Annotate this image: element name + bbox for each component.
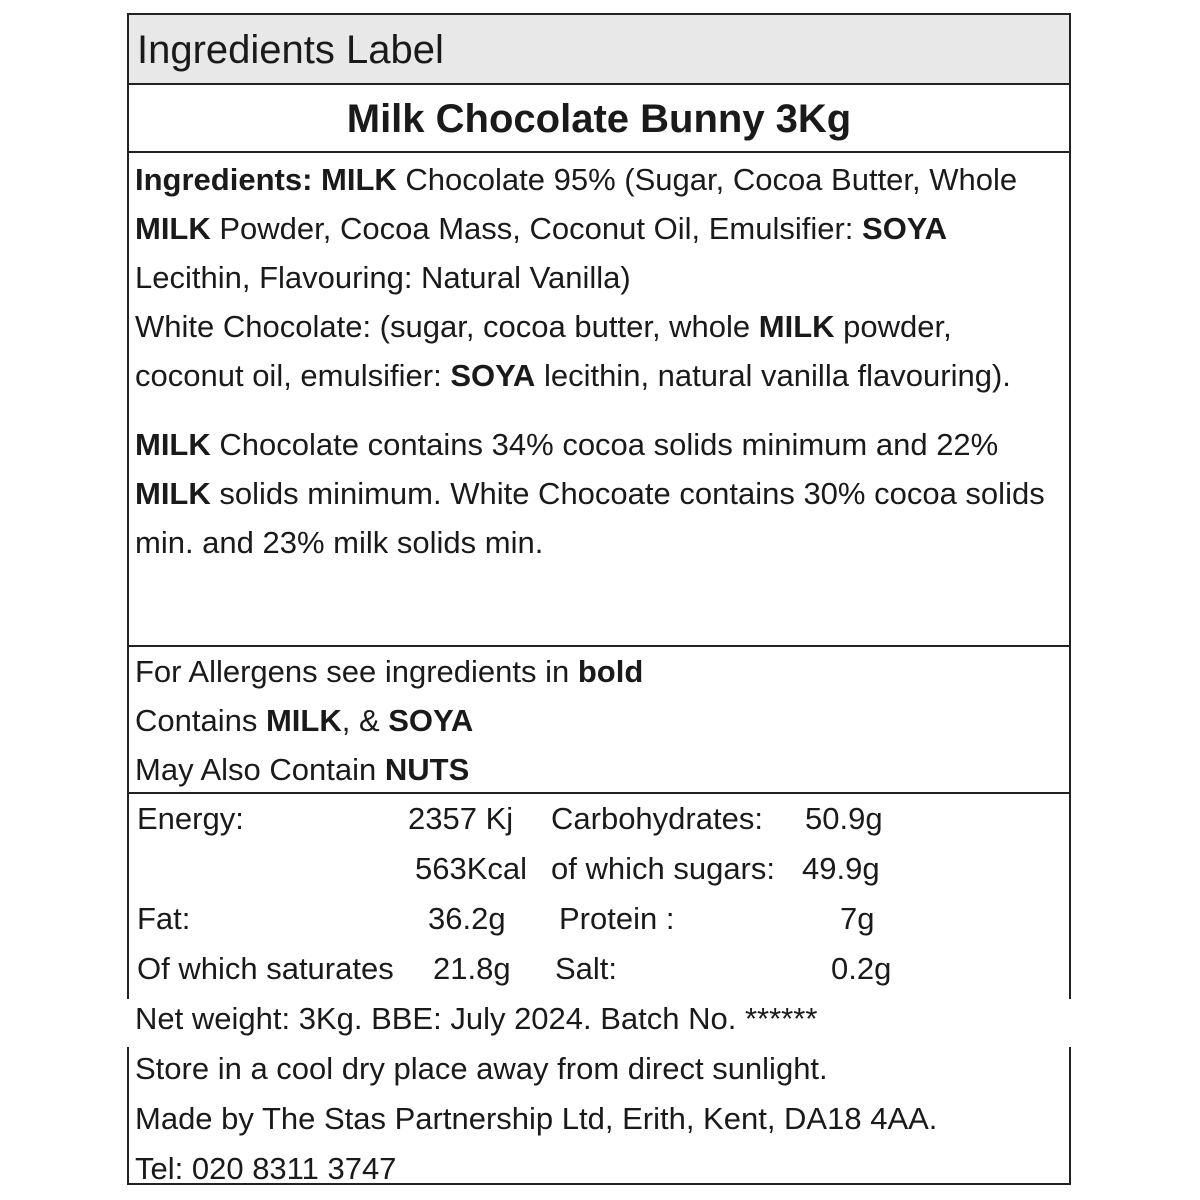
carbohydrates-label: Carbohydrates: xyxy=(551,801,763,836)
text-segment: , & xyxy=(341,703,389,738)
bold-text-segment: bold xyxy=(577,654,644,689)
nutrition-row-energy xyxy=(135,794,1063,844)
allergens-line-bold-note xyxy=(135,647,1063,696)
text-segment: lecithin, natural vanilla flavouring). xyxy=(535,358,1011,393)
text-segment: Chocolate 95% (Sugar, Cocoa Butter, Whole xyxy=(396,162,1018,197)
sugars-label: of which sugars: xyxy=(551,851,775,886)
salt-label: Salt: xyxy=(555,951,618,986)
allergens-line-contains xyxy=(135,696,1063,745)
bold-text-segment: MILK xyxy=(135,427,211,462)
text-segment: For Allergens see ingredients in xyxy=(135,654,578,689)
storage-line: Store in a cool dry place away from direct sunlight. xyxy=(135,1051,828,1086)
text-segment: May Also Contain xyxy=(135,752,385,787)
fat-label: Fat: xyxy=(137,901,191,936)
nutrition-row-saturates xyxy=(135,944,1063,994)
ingredients-paragraph-white-chocolate xyxy=(135,302,1063,400)
product-title-text: Milk Chocolate Bunny 3Kg xyxy=(346,97,852,141)
bold-text-segment: MILK xyxy=(135,211,211,246)
protein-value: 7g xyxy=(840,901,875,936)
ingredients-label-card xyxy=(127,13,1071,1185)
text-segment: Contains xyxy=(135,703,266,738)
text-segment: Lecithin, Flavouring: Natural Vanilla) xyxy=(135,260,631,295)
salt-value: 0.2g xyxy=(831,951,892,986)
product-title xyxy=(129,85,1069,153)
bold-text-segment: Ingredients: xyxy=(135,162,322,197)
bold-text-segment: SOYA xyxy=(450,358,536,393)
label-header xyxy=(129,15,1069,85)
bold-text-segment: MILK xyxy=(135,476,211,511)
energy-kj-value: 2357 Kj xyxy=(408,801,514,836)
bold-text-segment: NUTS xyxy=(384,752,470,787)
energy-kcal-value: 563Kcal xyxy=(415,851,528,886)
telephone-line: Tel: 020 8311 3747 xyxy=(135,1151,397,1186)
text-segment: Chocolate contains 34% cocoa solids minimum and 22% xyxy=(210,427,999,462)
saturates-value: 21.8g xyxy=(433,951,511,986)
bold-text-segment: MILK xyxy=(321,162,397,197)
sugars-value: 49.9g xyxy=(802,851,880,886)
nutrition-section xyxy=(129,794,1069,994)
bold-text-segment: MILK xyxy=(758,309,835,344)
protein-label: Protein : xyxy=(559,901,675,936)
allergens-line-may-contain xyxy=(135,745,1063,794)
text-segment: solids minimum. White Chocoate contains 30% cocoa solids min. and 23% milk solids min. xyxy=(135,476,1045,560)
ingredients-paragraph-solids xyxy=(135,420,1063,567)
nutrition-row-kcal xyxy=(135,844,1063,894)
bold-text-segment: SOYA xyxy=(388,703,474,738)
fat-value: 36.2g xyxy=(428,901,506,936)
text-segment: Powder, Cocoa Mass, Coconut Oil, Emulsifier: xyxy=(210,211,863,246)
saturates-label: Of which saturates xyxy=(137,951,394,986)
text-segment: powder, coconut oil, emulsifier: xyxy=(135,309,952,393)
allergens-section xyxy=(129,647,1069,794)
label-header-text: Ingredients Label xyxy=(137,28,444,72)
energy-label: Energy: xyxy=(137,801,244,836)
nutrition-row-fat xyxy=(135,894,1063,944)
bold-text-segment: SOYA xyxy=(862,211,948,246)
ingredients-paragraph-milk-chocolate xyxy=(135,155,1063,302)
net-weight-line: Net weight: 3Kg. BBE: July 2024. Batch No. ****** xyxy=(135,1001,818,1036)
footer-section xyxy=(129,994,1069,1187)
carbohydrates-value: 50.9g xyxy=(805,801,883,836)
manufacturer-line: Made by The Stas Partnership Ltd, Erith, Kent, DA18 4AA. xyxy=(135,1101,938,1136)
ingredients-section xyxy=(129,153,1069,647)
text-segment: White Chocolate: (sugar, cocoa butter, whole xyxy=(135,309,759,344)
bold-text-segment: MILK xyxy=(265,703,342,738)
